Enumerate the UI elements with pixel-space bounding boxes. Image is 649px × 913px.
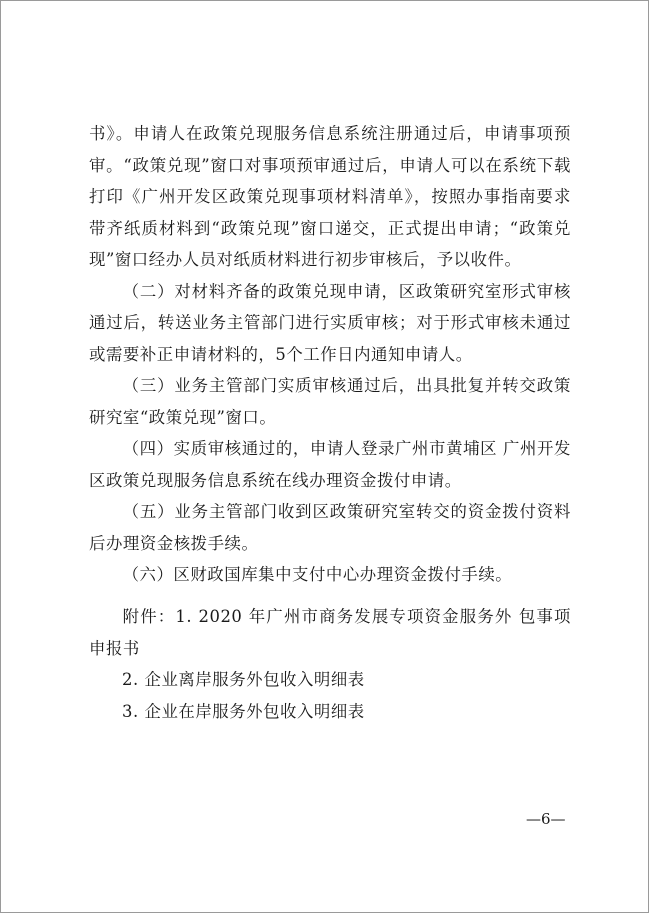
- attachment-item-3: 3. 企业在岸服务外包收入明细表: [122, 701, 365, 721]
- paragraph-step-6: （六）区财政国库集中支付中心办理资金拨付手续。: [122, 565, 513, 584]
- paragraph-step-4: （四）实质审核通过的，申请人登录广州市黄埔区 广州开发区政策兑现服务信息系统在线办理资金拨付申请。: [89, 439, 571, 490]
- paragraph-step-2: （二）对材料齐备的政策兑现申请，区政策研究室形式审核通过后，转送业务主管部门进行实质审核；对于形式审核未通过或需要补正申请材料的，5个工作日内通知申请人。: [89, 281, 571, 364]
- paragraph-step-3: （三）业务主管部门实质审核通过后，出具批复并转交政策研究室“政策兑现”窗口。: [89, 376, 571, 427]
- attachment-item-2: 2. 企业离岸服务外包收入明细表: [122, 670, 365, 689]
- page-number: —6—: [526, 810, 566, 828]
- attachment-item-1: 附件：1. 2020 年广州市商务发展专项资金服务外 包事项申报书: [89, 607, 571, 658]
- paragraph-step-5: （五）业务主管部门收到区政策研究室转交的资金拨付资料后办理资金核拨手续。: [89, 502, 571, 553]
- document-body: [89, 118, 571, 591]
- attachments-section: [89, 601, 571, 727]
- paragraph-continued-from-previous-page: 书》。申请人在政策兑现服务信息系统注册通过后，申请事项预审。“政策兑现”窗口对事项预审通过后，申请人可以在系统下载打印《广州开发区政策兑现事项材料清单》，按照办事指南要求带齐纸质材料到“政策兑现”窗口递交，正式提出申请；“政策兑现”窗口经办人员对纸质材料进行初步审核后，予以收件。: [89, 124, 571, 269]
